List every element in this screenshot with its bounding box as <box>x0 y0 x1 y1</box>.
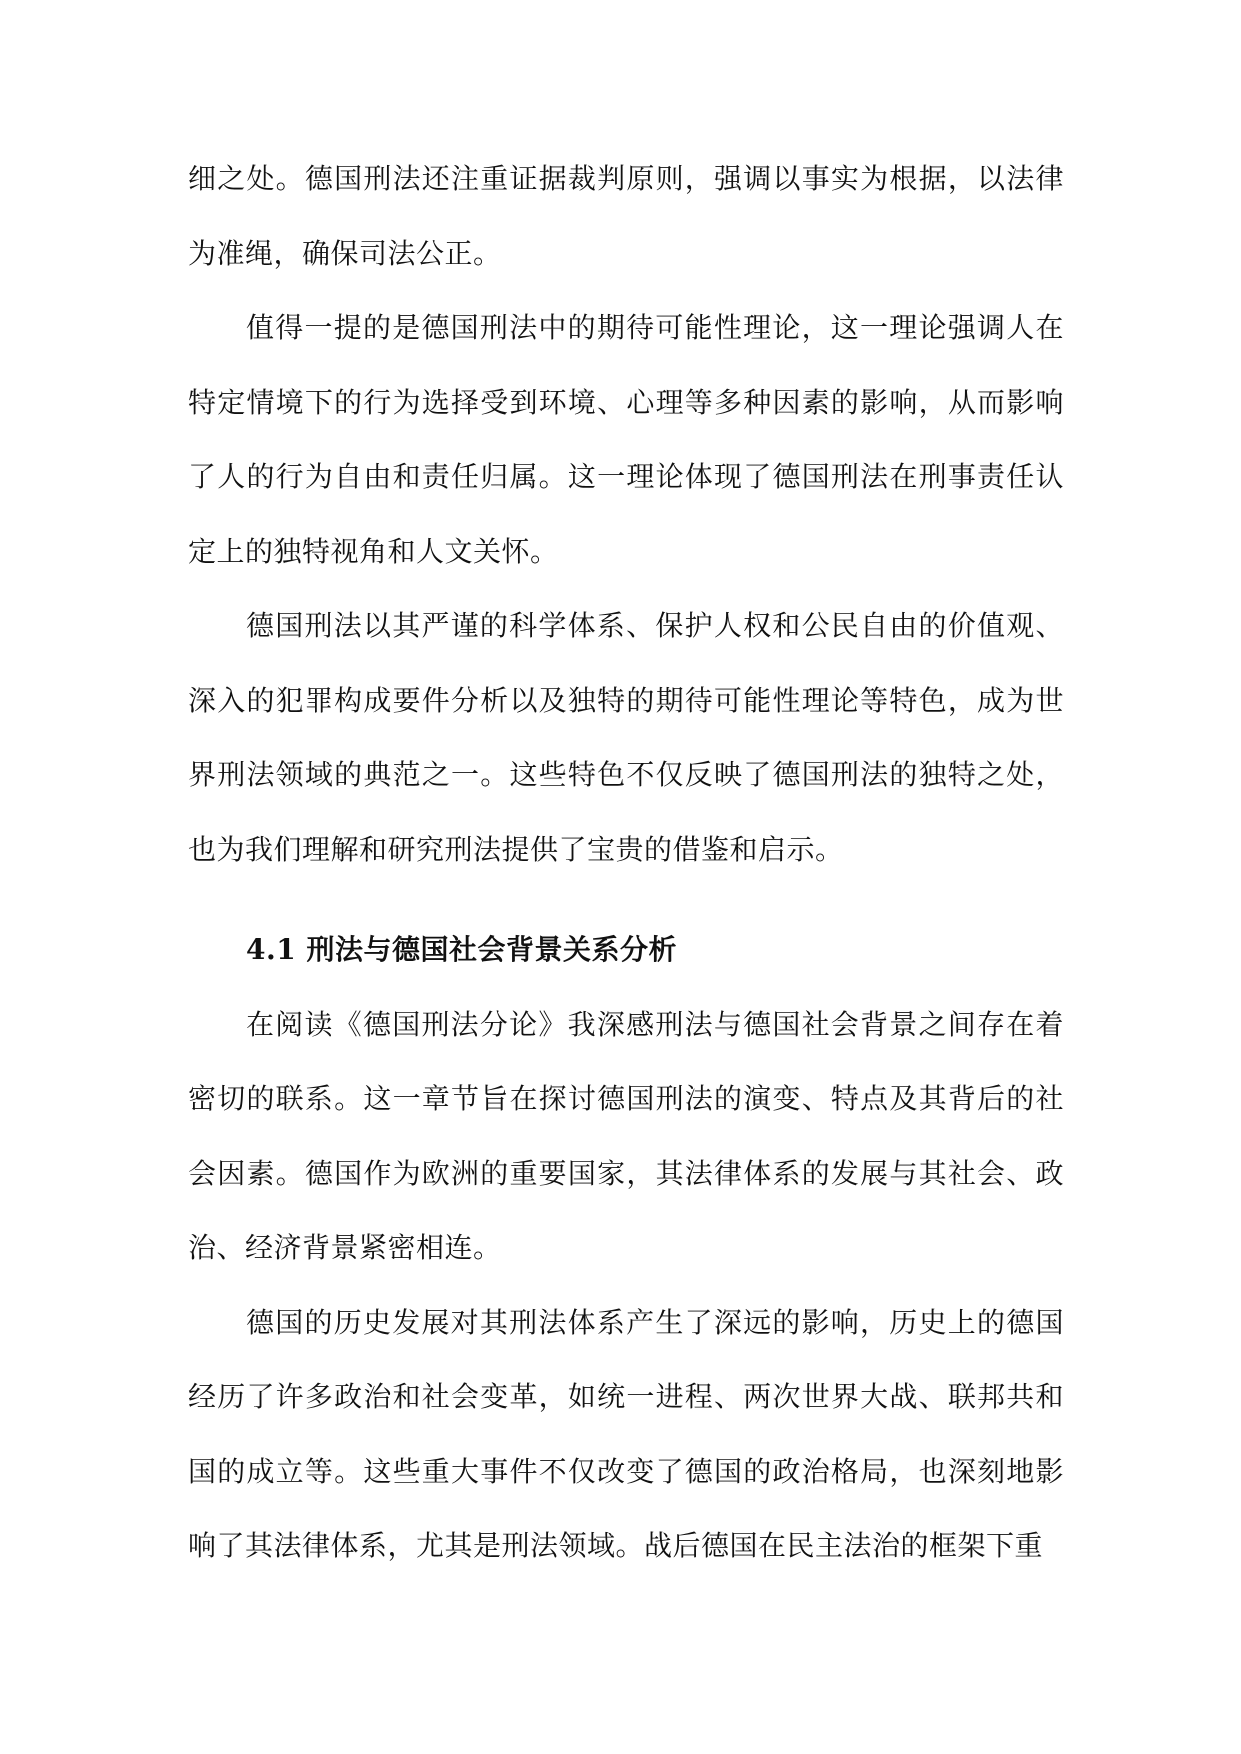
paragraph-continuation: 细之处。德国刑法还注重证据裁判原则，强调以事实为根据，以法律为准绳，确保司法公正。 <box>188 162 1064 270</box>
section-spacer <box>188 887 1064 913</box>
paragraph-summary: 德国刑法以其严谨的科学体系、保护人权和公民自由的价值观、深入的犯罪构成要件分析以及独特的期待可能性理论等特色，成为世界刑法领域的典范之一。这些特色不仅反映了德国刑法的独特之处，也为我们理解和研究刑法提供了宝贵的借鉴和启示。 <box>188 609 1064 866</box>
paragraph-social-background: 在阅读《德国刑法分论》我深感刑法与德国社会背景之间存在着密切的联系。这一章节旨在探讨德国刑法的演变、特点及其背后的社会因素。德国作为欧洲的重要国家，其法律体系的发展与其社会、政治、经济背景紧密相连。 <box>188 1007 1064 1264</box>
section-heading: 4.1 刑法与德国社会背景关系分析 <box>246 933 677 966</box>
paragraph-expectation-theory: 值得一提的是德国刑法中的期待可能性理论，这一理论强调人在特定情境下的行为选择受到环境、心理等多种因素的影响，从而影响了人的行为自由和责任归属。这一理论体现了德国刑法在刑事责任认定上的独特视角和人文关怀。 <box>188 311 1064 568</box>
paragraph-historical-development: 德国的历史发展对其刑法体系产生了深远的影响，历史上的德国经历了许多政治和社会变革，如统一进程、两次世界大战、联邦共和国的成立等。这些重大事件不仅改变了德国的政治格局，也深刻地影响了其法律体系，尤其是刑法领域。战后德国在民主法治的框架下重 <box>188 1305 1064 1562</box>
page-content <box>188 142 1064 1584</box>
